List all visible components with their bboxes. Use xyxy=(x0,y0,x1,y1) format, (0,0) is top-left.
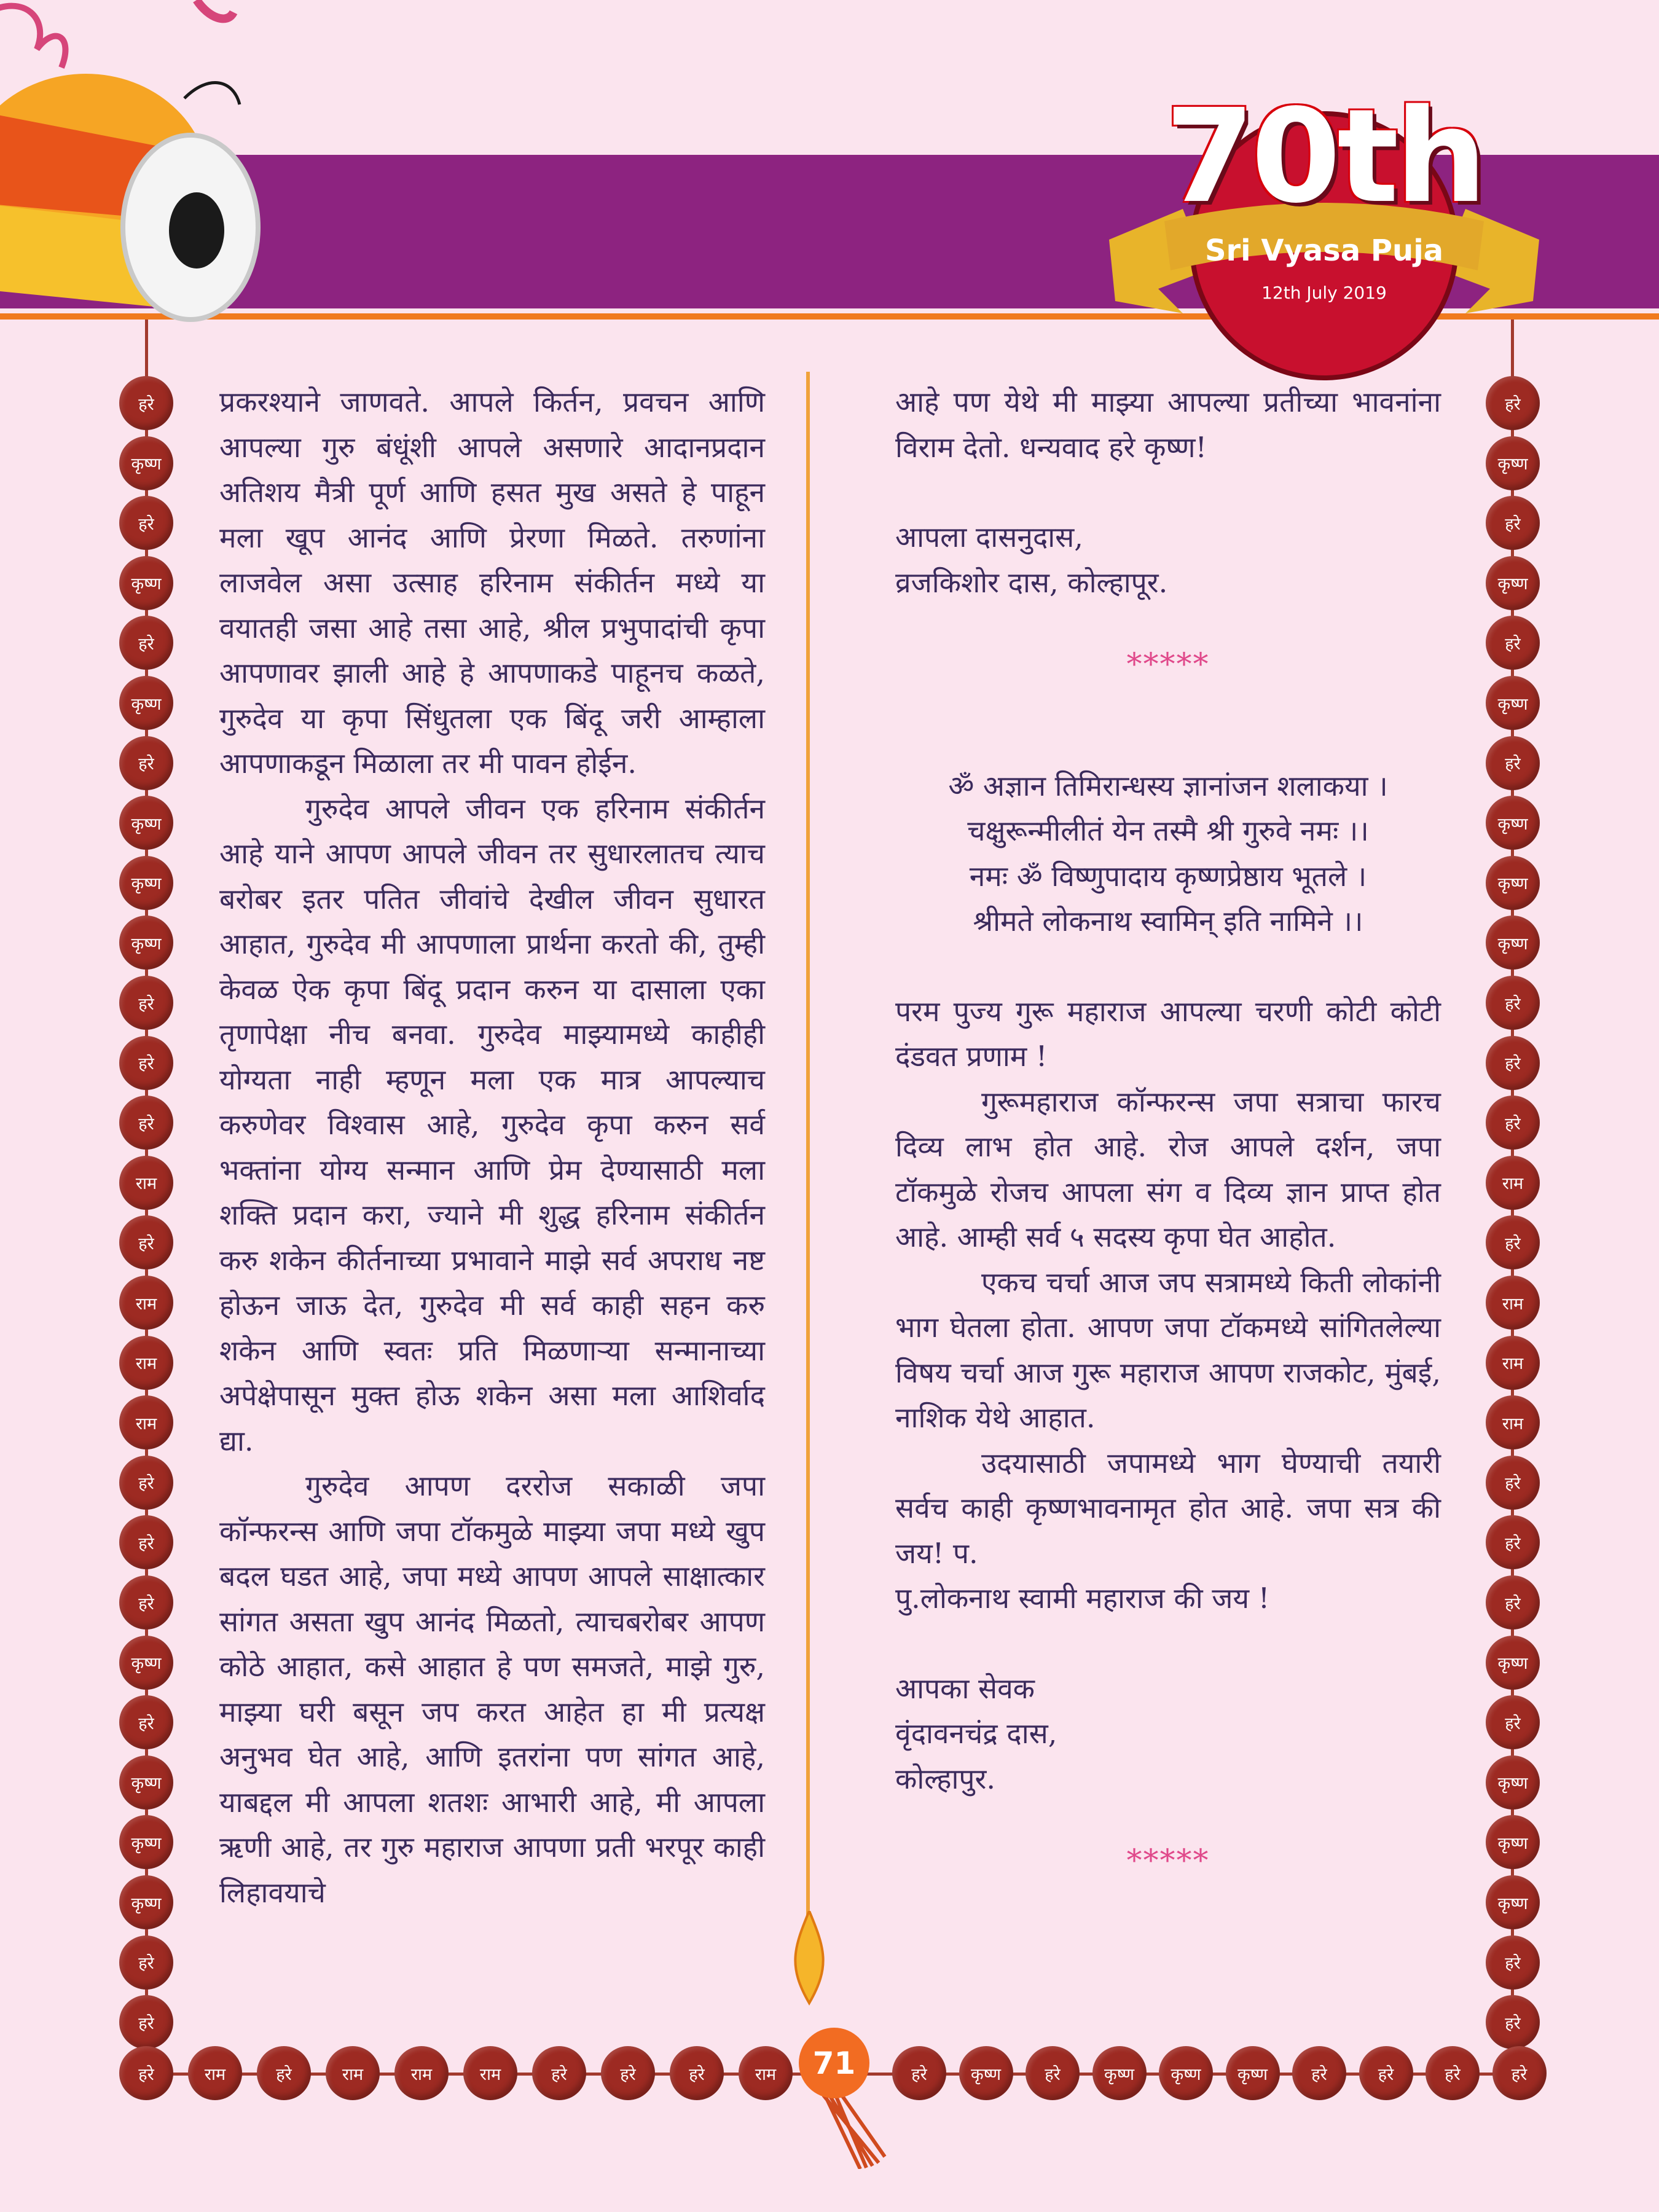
chant-bead: हरे xyxy=(1486,736,1540,790)
body-paragraph-2: एकच चर्चा आज जप सत्रामध्ये किती लोकांनी भाग घेतला होता. आपण जपा टॉकमध्ये सांगितलेल्या विषय चर्चा आज गुरू महाराज आपण राजकोट, मुंबई, नाशिक येथे आहात. xyxy=(895,1265,1441,1434)
chant-bead: राम xyxy=(394,2046,449,2100)
chant-bead: कृष्ण xyxy=(1486,916,1540,970)
chant-bead: हरे xyxy=(119,1215,173,1269)
chant-bead: हरे xyxy=(1486,1936,1540,1990)
verse-line-2: चक्षुरून्मीलीतं येन तस्मै श्री गुरुवे नमः ।। xyxy=(967,814,1369,847)
chant-bead: हरे xyxy=(119,1936,173,1990)
jay-line: पु.लोकनाथ स्वामी महाराज की जय ! xyxy=(895,1582,1270,1615)
chant-bead: हरे xyxy=(892,2046,946,2100)
body-paragraph-3: उदयासाठी जपामध्ये भाग घेण्याची तयारी सर्वच काही कृष्णभावनामृत होत आहे. जपा सत्र की जय! प. xyxy=(895,1446,1441,1570)
chant-bead: राम xyxy=(463,2046,517,2100)
chant-bead: हरे xyxy=(1486,1096,1540,1150)
right-column-text xyxy=(895,380,1441,1884)
signature2-line-3: कोल्हापुर. xyxy=(895,1762,995,1795)
chant-bead: हरे xyxy=(119,1695,173,1749)
salutation-paragraph: परम पुज्य गुरू महाराज आपल्या चरणी कोटी कोटी दंडवत प्रणाम ! xyxy=(895,994,1441,1073)
badge-subtitle: Sri Vyasa Puja xyxy=(1204,233,1444,268)
chant-bead: कृष्ण xyxy=(119,1636,173,1690)
chant-bead: हरे xyxy=(1486,1215,1540,1269)
chant-bead: कृष्ण xyxy=(119,1815,173,1869)
chant-bead: हरे xyxy=(119,976,173,1030)
chant-bead: कृष्ण xyxy=(1486,1875,1540,1929)
chant-bead: हरे xyxy=(119,2046,173,2100)
verse-line-1: ॐ अज्ञान तिमिरान्धस्य ज्ञानांजन शलाकया । xyxy=(948,769,1388,802)
chant-bead: हरे xyxy=(1486,376,1540,430)
chant-bead: हरे xyxy=(119,616,173,670)
left-paragraph-2: गुरुदेव आपले जीवन एक हरिनाम संकीर्तन आहे याने आपण आपले जीवन तर सुधारलातच त्याच बरोबर इतर पतित जीवांचे देखील जीवन सुधारत आहात, गुरुदेव मी आपणाला प्रार्थना करतो की, तुम्ही केवळ ऐक कृपा बिंदू प्रदान करुन या दासाला एका तृणापेक्षा नीच बनवा. गुरुदेव माझ्यामध्ये काहीही योग्यता नाही म्हणून मला एक मात्र आपल्याच करुणेवर विश्वास आहे, गुरुदेव कृपा करुन सर्व भक्तांना योग्य सन्मान आणि प्रेम देण्यासाठी मला शक्ति प्रदान करा, ज्याने मी शुद्ध हरिनाम संकीर्तन करु शकेन कीर्तनाच्या प्रभावाने माझे सर्व अपराध नष्ट होऊन जाऊ देत, गुरुदेव मी सर्व काही सहन करु शकेन आणि स्वतः प्रति मिळणाऱ्या सन्मानाच्या अपेक्षेपासून मुक्त होऊ शकेन असा मला आशिर्वाद द्या. xyxy=(219,791,766,1457)
chant-bead: हरे xyxy=(1486,1515,1540,1569)
chant-bead: हरे xyxy=(119,1096,173,1150)
chant-bead: कृष्ण xyxy=(119,556,173,610)
chant-bead: हरे xyxy=(1486,976,1540,1030)
chant-bead: हरे xyxy=(1426,2046,1480,2100)
chant-bead: कृष्ण xyxy=(1486,1755,1540,1810)
chant-bead: कृष्ण xyxy=(1092,2046,1147,2100)
left-paragraph-3: गुरुदेव आपण दररोज सकाळी जपा कॉन्फरन्स आणि जपा टॉकमुळे माझ्या जपा मध्ये खुप बदल घडत आहे, जपा मध्ये आपण आपले साक्षात्कार सांगत असता खुप आनंद मिळतो, त्याचबरोबर आपण कोठे आहात, कसे आहात हे पण समजते, माझे गुरु, माझ्या घरी बसून जप करत आहेत हा मी प्रत्यक्ष अनुभव घेत आहे, आणि इतरांना पण सांगत आहे, याबद्दल मी आपला शतशः आभारी आहे, मी आपला ऋणी आहे, तर गुरु महाराज आपणा प्रती भरपूर काही लिहावयाचे xyxy=(219,1469,765,1909)
chant-bead: हरे xyxy=(119,1575,173,1630)
separator-stars-2: ***** xyxy=(1126,1843,1210,1878)
chant-bead: हरे xyxy=(1486,1995,1540,2049)
chant-bead: हरे xyxy=(119,1456,173,1510)
chant-bead: कृष्ण xyxy=(119,1875,173,1929)
signature2-line-1: आपका सेवक xyxy=(895,1671,1035,1705)
chant-bead: राम xyxy=(188,2046,242,2100)
chant-bead: हरे xyxy=(1492,2046,1547,2100)
left-paragraph-1: प्रकरश्याने जाणवते. आपले किर्तन, प्रवचन आणि आपल्या गुरु बंधूंशी आपले असणारे आदानप्रदान अतिशय मैत्री पूर्ण आणि हसत मुख असते हे पाहून मला खूप आनंद आणि प्रेरणा मिळते. तरुणांना लाजवेल असा उत्साह हरिनाम संकीर्तन मध्ये या वयातही जसा आहे तसा आहे, श्रील प्रभुपादांची कृपा आपणावर झाली आहे हे आपणाकडे पाहूनच कळते, गुरुदेव या कृपा सिंधुतला एक बिंदू जरी आम्हाला आपणाकडून मिळाला तर मी पावन होईन. xyxy=(219,385,765,780)
chant-bead: कृष्ण xyxy=(119,916,173,970)
chant-bead: कृष्ण xyxy=(119,796,173,850)
chant-bead: कृष्ण xyxy=(119,1755,173,1810)
chant-bead: कृष्ण xyxy=(1486,556,1540,610)
signature-line-2: व्रजकिशोर दास, कोल्हापूर. xyxy=(895,565,1168,599)
chant-bead: कृष्ण xyxy=(119,676,173,730)
chant-bead: हरे xyxy=(1486,1036,1540,1090)
chant-bead: राम xyxy=(119,1395,173,1449)
chant-bead: हरे xyxy=(119,736,173,790)
chant-bead: हरे xyxy=(1486,1695,1540,1749)
signature-line-1: आपला दासनुदास, xyxy=(895,520,1083,554)
page-number-tassel xyxy=(805,2089,897,2169)
chant-bead: राम xyxy=(1486,1336,1540,1390)
chant-bead: राम xyxy=(1486,1276,1540,1330)
page-number: 71 xyxy=(799,2028,869,2098)
chant-bead: हरे xyxy=(119,1995,173,2049)
chant-bead: राम xyxy=(119,1156,173,1210)
chant-bead: राम xyxy=(1486,1156,1540,1210)
chant-bead: हरे xyxy=(601,2046,655,2100)
separator-stars: ***** xyxy=(1126,646,1210,682)
badge-title: 70th xyxy=(1164,81,1484,232)
chant-bead: राम xyxy=(1486,1395,1540,1449)
chant-bead: कृष्ण xyxy=(1486,436,1540,490)
chant-bead: राम xyxy=(119,1336,173,1390)
chant-bead: हरे xyxy=(119,1036,173,1090)
chant-bead: हरे xyxy=(1026,2046,1080,2100)
chant-bead: हरे xyxy=(257,2046,311,2100)
chant-bead: हरे xyxy=(1359,2046,1413,2100)
chant-bead: हरे xyxy=(119,1515,173,1569)
chant-bead: हरे xyxy=(670,2046,724,2100)
closing-paragraph: आहे पण येथे मी माझ्या आपल्या प्रतीच्या भावनांना विराम देतो. धन्यवाद हरे कृष्ण! xyxy=(895,385,1441,464)
chant-bead: कृष्ण xyxy=(119,856,173,910)
chant-bead: कृष्ण xyxy=(119,436,173,490)
chant-bead: कृष्ण xyxy=(1486,676,1540,730)
chant-bead: राम xyxy=(119,1276,173,1330)
chant-bead: कृष्ण xyxy=(1226,2046,1280,2100)
chant-bead: कृष्ण xyxy=(1159,2046,1213,2100)
chant-bead: हरे xyxy=(1486,616,1540,670)
chant-bead: हरे xyxy=(532,2046,586,2100)
drum-illustration xyxy=(0,0,289,332)
badge-date: 12th July 2019 xyxy=(1261,283,1387,303)
body-paragraph-1: गुरूमहाराज कॉन्फरन्स जपा सत्राचा फारच दिव्य लाभ होत आहे. रोज आपले दर्शन, जपा टॉकमुळे रोजच आपला संग व दिव्य ज्ञान प्राप्त होत आहे. आम्ही सर्व ५ सदस्य कृपा घेत आहोत. xyxy=(895,1084,1441,1253)
divider-drop-ornament xyxy=(788,1911,831,2009)
chant-bead: राम xyxy=(739,2046,793,2100)
left-column-text xyxy=(219,380,765,1915)
chant-bead: हरे xyxy=(1292,2046,1346,2100)
chant-bead: हरे xyxy=(119,376,173,430)
chant-bead: हरे xyxy=(1486,1575,1540,1630)
verse-line-4: श्रीमते लोकनाथ स्वामिन् इति नामिने ।। xyxy=(973,904,1363,938)
chant-bead: कृष्ण xyxy=(959,2046,1013,2100)
chant-bead: राम xyxy=(326,2046,380,2100)
chant-bead: हरे xyxy=(1486,496,1540,550)
chant-bead: हरे xyxy=(119,496,173,550)
chant-bead: कृष्ण xyxy=(1486,1636,1540,1690)
chant-bead: हरे xyxy=(1486,1456,1540,1510)
chant-bead: कृष्ण xyxy=(1486,796,1540,850)
chant-bead: कृष्ण xyxy=(1486,1815,1540,1869)
verse-line-3: नमः ॐ विष्णुपादाय कृष्णप्रेष्ठाय भूतले । xyxy=(969,859,1367,893)
chant-bead: कृष्ण xyxy=(1486,856,1540,910)
column-divider xyxy=(806,372,810,1920)
signature2-line-2: वृंदावनचंद्र दास, xyxy=(895,1717,1057,1750)
